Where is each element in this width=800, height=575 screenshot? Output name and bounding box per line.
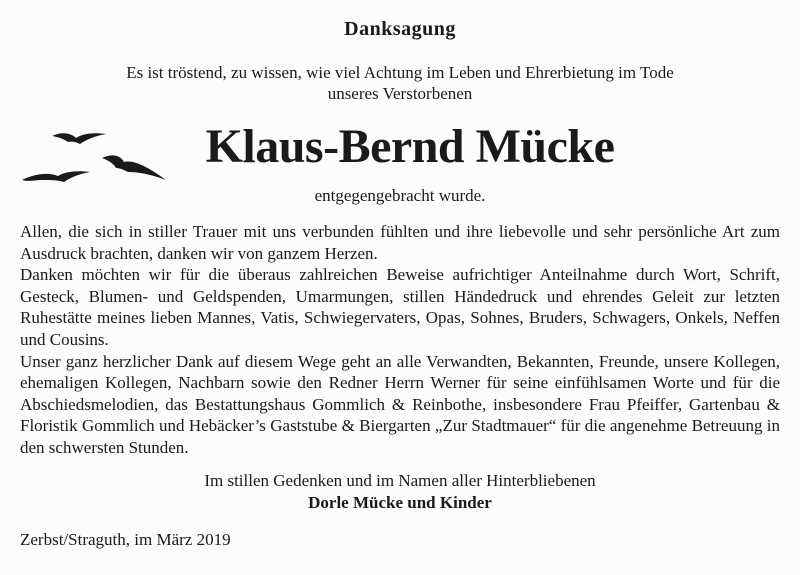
thanks-paragraph: Allen, die sich in stiller Trauer mit uns verbunden fühlten und ihre liebevolle und sehr persönliche Art zum Ausdruck brachten, danken wir von ganzem Herzen. — [20, 222, 780, 263]
signers: Dorle Mücke und Kinder — [308, 493, 492, 512]
flying-birds-icon — [20, 128, 180, 190]
thanks-body — [20, 221, 780, 459]
intro-line-2: unseres Verstorbenen — [327, 84, 473, 103]
notice-heading: Danksagung — [344, 18, 456, 40]
thanks-paragraph: Danken möchten wir für die überaus zahlreichen Beweise aufrichtiger Anteilnahme durch Wort, Schrift, Gesteck, Blumen- und Geldspenden, Umarmungen, stillen Händedruck und ehrendes Geleit zur letzten Ruhestätte meines lieben Mannes, Vatis, Schwiegervaters, Opas, Sohnes, Bruders, Schwagers, Onkels, Neffen und Cousins. — [20, 265, 780, 349]
intro-text — [40, 62, 760, 104]
thanks-paragraph: Unser ganz herzlicher Dank auf diesem Wege geht an alle Verwandten, Bekannten, Freunde, unsere Kollegen, ehemaligen Kollegen, Nachbarn sowie den Redner Herrn Werner für seine einfühlsamen Worte und für die Abschiedsmelodien, das Bestattungshaus Gommlich & Reinbothe, insbesondere Frau Pfeiffer, Gartenbau & Floristik Gommlich und Hebäcker’s Gaststube & Biergarten „Zur Stadtmauer“ für die angenehme Betreuung in den schwersten Stunden. — [20, 351, 780, 457]
intro-line-1: Es ist tröstend, zu wissen, wie viel Achtung im Leben und Ehrerbietung im Tode — [126, 63, 674, 82]
place-date: Zerbst/Straguth, im März 2019 — [20, 530, 231, 549]
closing-line: Im stillen Gedenken und im Namen aller Hinterbliebenen — [204, 471, 596, 490]
received-text: entgegengebracht wurde. — [314, 186, 486, 205]
deceased-name: Klaus-Bernd Mücke — [205, 120, 615, 173]
closing-block — [0, 470, 800, 514]
